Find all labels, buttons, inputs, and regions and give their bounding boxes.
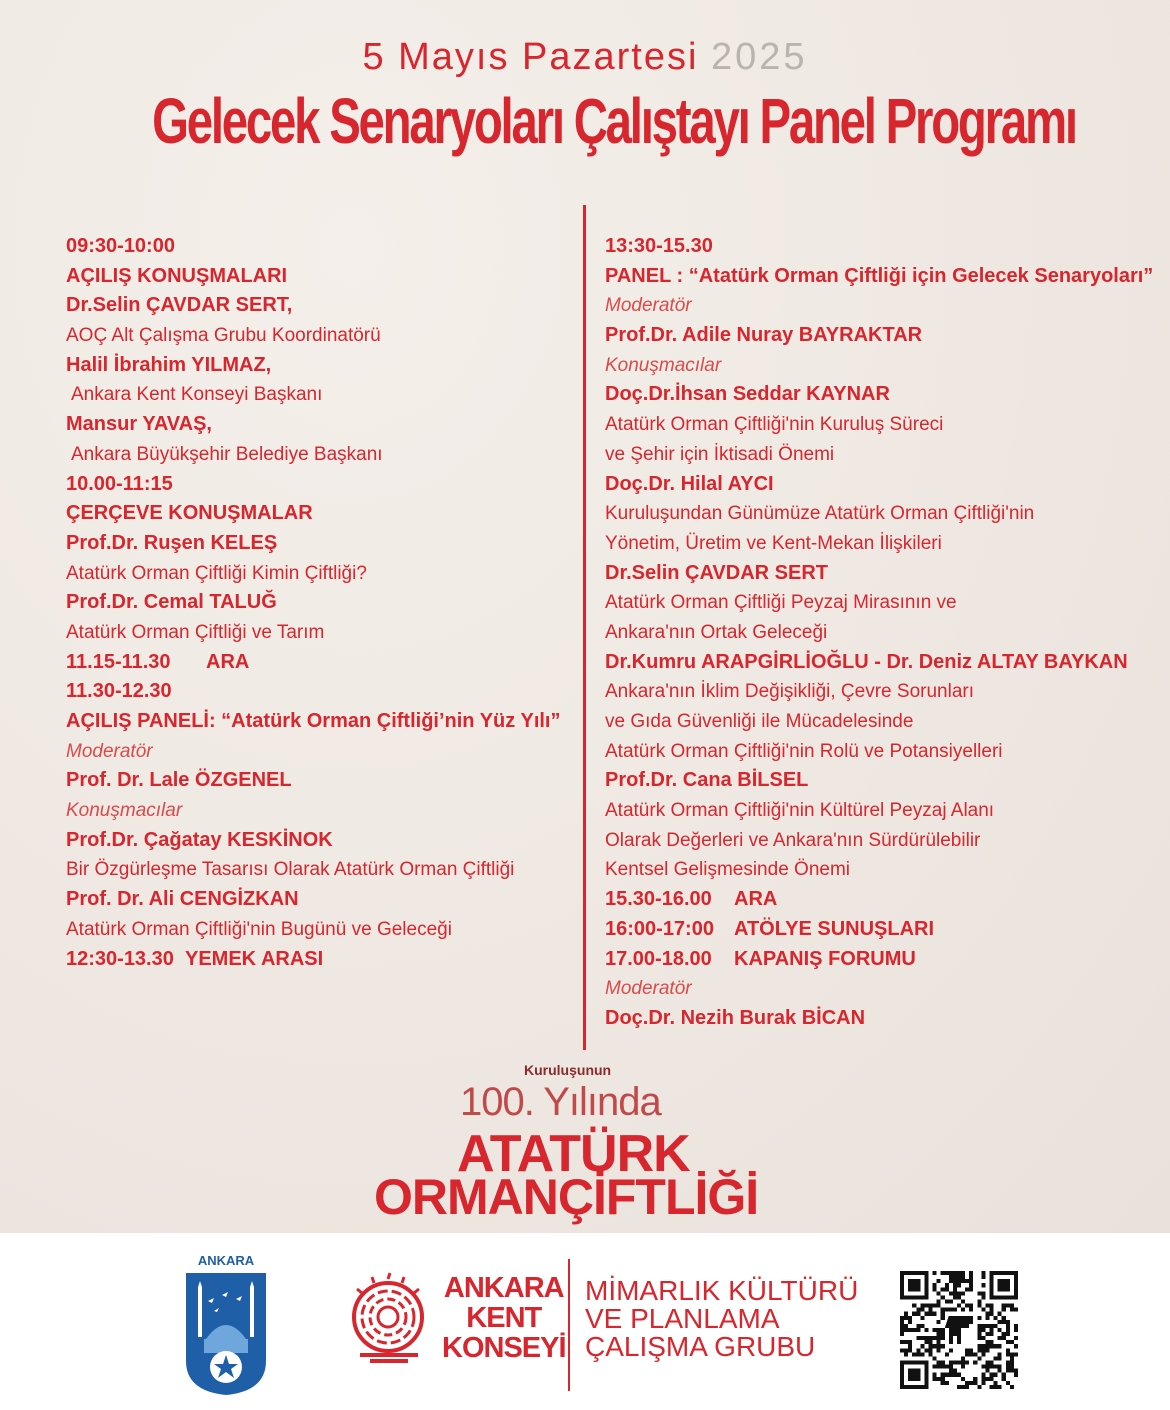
left-program-column [66,232,581,974]
program-line-text: Atatürk Orman Çiftliği Peyzaj Mirasının ve [605,592,957,614]
wg-line-2: VE PLANLAMA [585,1303,780,1334]
program-line [605,470,1165,500]
program-line-text: Dr.Selin ÇAVDAR SERT [605,561,828,584]
program-line [605,380,1165,410]
program-line-tail: ATÖLYE SUNUŞLARI [734,917,935,940]
program-line [605,915,1165,945]
program-line-text: Atatürk Orman Çiftliği'nin Rolü ve Potansiyelleri [605,740,1003,762]
kent-konseyi-text [442,1273,566,1363]
program-line [66,677,581,707]
program-line-text: Prof. Dr. Lale ÖZGENEL [66,769,292,792]
program-line [605,232,1165,262]
program-line [605,945,1165,975]
program-line-text: Ankara'nın İklim Değişikliği, Çevre Sorunları [605,681,974,703]
program-line [66,766,581,796]
program-line-text: 10.00-11:15 [66,472,173,495]
working-group-text [585,1277,858,1361]
program-line [66,380,581,410]
program-line-text: Moderatör [605,978,692,1000]
program-line-tail: YEMEK ARASI [185,947,324,970]
program-line [605,618,1165,648]
program-line-text: Dr.Kumru ARAPGİRLİOĞLU - Dr. Deniz ALTAY BAYKAN [605,650,1128,673]
program-line [605,648,1165,678]
program-line-text: Doç.Dr.İhsan Seddar KAYNAR [605,383,890,406]
program-line [605,1004,1165,1034]
column-divider [583,205,586,1050]
program-line [66,262,581,292]
program-line-text: 13:30-15.30 [605,235,713,257]
date-text: 5 Mayıs Pazartesi [362,36,699,78]
program-line [605,291,1165,321]
program-line-text: Dr.Selin ÇAVDAR SERT, [66,294,293,317]
program-line-tail: KAPANIŞ FORUMU [734,947,916,970]
program-line-text: Prof.Dr. Çağatay KESKİNOK [66,828,333,851]
program-line-text: Ankara'nın Ortak Geleceği [605,621,828,643]
program-line-text: AOÇ Alt Çalışma Grubu Koordinatörü [66,325,381,347]
program-line-text: Atatürk Orman Çiftliği'nin Bugünü ve Geleceği [66,918,452,940]
program-line-text: Kuruluşundan Günümüze Atatürk Orman Çiftliği'nin [605,503,1035,525]
program-line [66,351,581,381]
program-line-text: 11.30-12.30 [66,680,172,703]
program-line-text: Halil İbrahim YILMAZ, [66,353,272,376]
program-line-text: Doç.Dr. Nezih Burak BİCAN [605,1006,866,1029]
program-line-text: Atatürk Orman Çiftliği'nin Kuruluş Süreci [605,414,944,436]
program-line-text: Konuşmacılar [66,800,183,822]
wg-line-1: MİMARLIK KÜLTÜRÜ [585,1275,859,1306]
program-line-text: ÇERÇEVE KONUŞMALAR [66,502,313,525]
program-line-text: Doç.Dr. Hilal AYCI [605,472,774,495]
program-line [605,559,1165,589]
program-line [605,974,1165,1004]
program-line [605,826,1165,856]
footer-divider [568,1259,570,1391]
program-line [605,351,1165,381]
program-line [605,262,1165,292]
program-line [66,618,581,648]
right-program-column [605,232,1165,1034]
program-line [66,410,581,440]
year-text: 2025 [711,36,808,78]
wg-line-3: ÇALIŞMA GRUBU [585,1331,816,1362]
kk-line-1: ANKARA [443,1272,564,1304]
program-line-tail: ARA [734,888,778,911]
program-line-text: Prof.Dr. Cemal TALUĞ [66,591,277,614]
program-line-text: AÇILIŞ PANELİ: “Atatürk Orman Çiftliği’nin Yüz Yılı” [66,710,561,732]
program-line [605,707,1165,737]
program-line [66,707,581,737]
program-line-text: Ankara Kent Konseyi Başkanı [71,384,323,406]
program-line-text: Moderatör [66,740,153,762]
program-line [66,915,581,945]
program-line-text: 09:30-10:00 [66,235,175,257]
program-line [605,766,1165,796]
program-line-text: Prof.Dr. Cana BİLSEL [605,769,809,792]
program-line [66,737,581,767]
program-line [66,588,581,618]
centenary-year-line: 100. Yılında [460,1080,661,1124]
footer-logo-bar [0,1233,1170,1410]
program-line [605,499,1165,529]
centenary-small-label: Kuruluşunun [524,1062,612,1078]
program-line-text: Ankara Büyükşehir Belediye Başkanı [71,443,383,465]
program-line [66,321,581,351]
program-line-text: Yönetim, Üretim ve Kent-Mekan İlişkileri [605,532,942,554]
ankara-logo-text: ANKARA [197,1253,255,1268]
program-line [605,737,1165,767]
program-line [66,796,581,826]
program-line [605,588,1165,618]
date-line [0,36,1170,79]
program-line [66,885,581,915]
program-line-text: Atatürk Orman Çiftliği Kimin Çiftliği? [66,562,367,584]
program-line-text: 16:00-17:00 [605,917,714,940]
program-line [66,291,581,321]
program-line-text: Prof.Dr. Adile Nuray BAYRAKTAR [605,324,923,347]
program-line-text: Kentsel Gelişmesinde Önemi [605,859,850,881]
program-line-tail: ARA [206,650,250,673]
program-line [605,885,1165,915]
program-line [66,529,581,559]
kent-konseyi-fingerprint-icon [340,1271,440,1371]
program-line-text: ve Gıda Güvenliği ile Mücadelesinde [605,711,914,732]
program-line [605,440,1165,470]
program-line [66,559,581,589]
program-line-text: PANEL : “Atatürk Orman Çiftliği için Gelecek Senaryoları” [605,264,1154,287]
program-line [66,945,581,975]
program-line [66,499,581,529]
program-line-text: Olarak Değerleri ve Ankara'nın Sürdürülebilir [605,829,981,851]
program-line [605,855,1165,885]
program-line [66,440,581,470]
program-line [66,232,581,262]
program-line-text: AÇILIŞ KONUŞMALARI [66,264,288,287]
kk-line-3: KONSEYİ [442,1332,566,1364]
program-line [605,321,1165,351]
program-line-text: 17.00-18.00 [605,947,712,970]
program-line-text: Moderatör [605,295,692,317]
program-line-text: ve Şehir için İktisadi Önemi [605,443,835,465]
program-line [66,648,581,678]
program-line-text: Prof. Dr. Ali CENGİZKAN [66,888,299,911]
program-line-text: 11.15-11.30 [66,650,171,673]
program-line [66,855,581,885]
program-line-text: Atatürk Orman Çiftliği ve Tarım [66,621,325,643]
program-line [66,826,581,856]
program-line-text: Atatürk Orman Çiftliği'nin Kültürel Peyzaj Alanı [605,800,995,822]
program-line [605,796,1165,826]
program-line-text: Konuşmacılar [605,354,722,376]
program-line [605,677,1165,707]
program-line-text: Bir Özgürleşme Tasarısı Olarak Atatürk Orman Çiftliği [66,859,515,881]
program-line [605,410,1165,440]
page-title: Gelecek Senaryoları Çalıştayı Panel Programı [152,85,1076,157]
ankara-municipality-logo [182,1251,270,1397]
centenary-line-2: ORMANÇİFTLİĞİ [374,1169,759,1225]
kk-line-2: KENT [466,1302,542,1334]
program-line-text: Mansur YAVAŞ, [66,413,212,436]
program-line-text: 12:30-13.30 [66,947,174,970]
program-line [605,529,1165,559]
program-line-text: Prof.Dr. Ruşen KELEŞ [66,531,278,554]
program-line-text: 15.30-16.00 [605,888,712,911]
qr-code-icon[interactable] [900,1271,1018,1389]
program-line [66,470,581,500]
centenary-line-1: ATATÜRK [457,1125,690,1183]
